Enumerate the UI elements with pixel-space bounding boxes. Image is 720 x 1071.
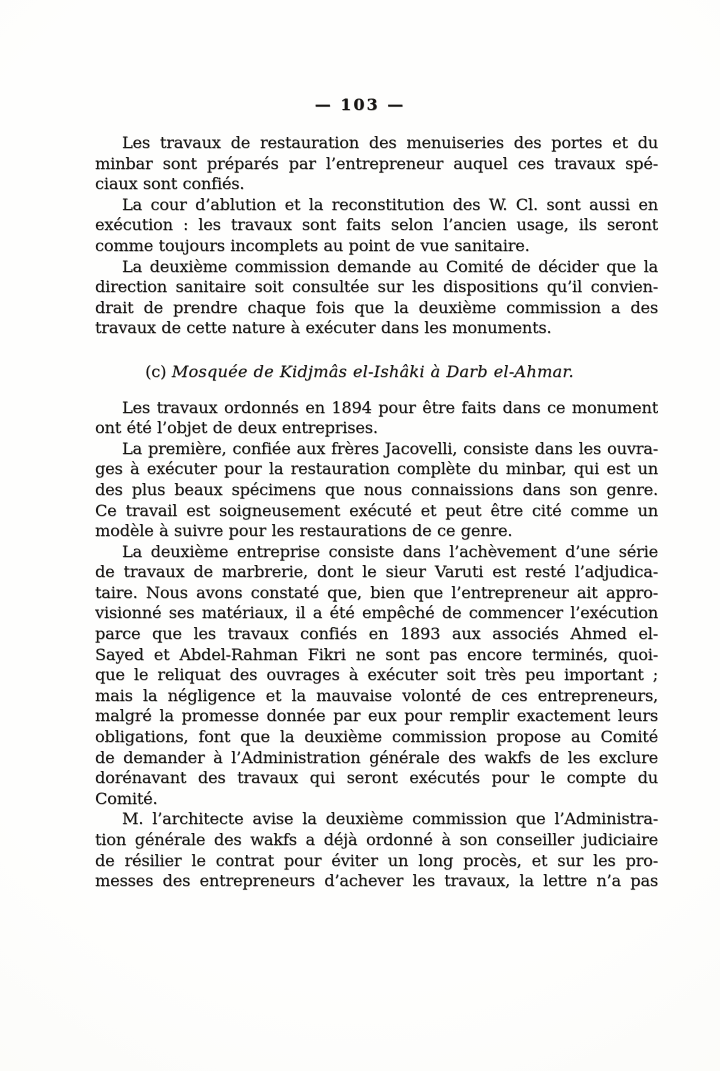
text-line: Les travaux ordonnés en 1894 pour être faits dans ce monument: [122, 397, 658, 417]
text-line: Les travaux de restauration des menuiseries des portes et du: [122, 133, 658, 152]
text-line: M. l’architecte avise la deuxième commission que l’Administra-: [122, 809, 658, 829]
text-line: ciaux sont confiés.: [95, 174, 245, 194]
text-line: drait de prendre chaque fois que la deuxième commission a des: [95, 297, 658, 317]
text-line: dorénavant des travaux qui seront exécutés pour le compte du: [95, 768, 658, 788]
heading-prefix: (c): [145, 361, 167, 381]
text-line: de demander à l’Administration générale des wakfs de les exclure: [95, 747, 658, 767]
page-number-header: — 103 —: [314, 95, 406, 114]
text-line: parce que les travaux confiés en 1893 aux associés Ahmed el-: [95, 624, 658, 644]
text-line: minbar sont préparés par l’entrepreneur auquel ces travaux spé-: [95, 153, 658, 173]
paragraph: [95, 257, 658, 339]
text-line: de travaux de marbrerie, dont le sieur Varuti est resté l’adjudica-: [95, 562, 658, 582]
text-line: messes des entrepreneurs d’achever les travaux, la lettre n’a pas: [95, 871, 658, 891]
text-line: mais la négligence et la mauvaise volonté de ces entrepreneurs,: [95, 685, 658, 705]
text-line: ont été l’objet de deux entreprises.: [95, 418, 378, 438]
text-line: des plus beaux spécimens que nous connaissions dans son genre.: [95, 479, 658, 499]
paragraph: [95, 809, 658, 891]
text-line: modèle à suivre pour les restaurations de ce genre.: [95, 521, 513, 541]
paragraph: [95, 398, 658, 439]
text-line: Comité.: [95, 788, 158, 808]
text-line: comme toujours incomplets au point de vue sanitaire.: [95, 235, 530, 255]
text-block: [95, 133, 658, 892]
paragraph: [95, 195, 658, 257]
text-line: La deuxième commission demande au Comité de décider que la: [122, 256, 658, 276]
heading-title: Mosquée de Kidjmâs el-Ishâki à Darb el-Ahmar.: [171, 361, 574, 381]
text-line: La cour d’ablution et la reconstitution des W. Cl. sont aussi en: [122, 194, 658, 214]
paragraph: [95, 542, 658, 810]
text-line: exécution : les travaux sont faits selon l’ancien usage, ils seront: [95, 215, 658, 235]
text-line: La deuxième entreprise consiste dans l’achèvement d’une série: [122, 541, 658, 561]
text-line: Ce travail est soigneusement exécuté et peut être cité comme un: [95, 500, 658, 520]
text-line: ges à exécuter pour la restauration complète du minbar, qui est un: [95, 459, 658, 479]
text-line: visionné ses matériaux, il a été empêché de commencer l’exécution: [95, 603, 658, 623]
text-line: taire. Nous avons constaté que, bien que l’entrepreneur ait appro-: [95, 582, 658, 602]
paragraph: [95, 439, 658, 542]
section-heading: [78, 362, 641, 383]
paragraph: [95, 133, 658, 195]
text-line: tion générale des wakfs a déjà ordonné à son conseiller judiciaire: [95, 830, 658, 849]
text-line: que le reliquat des ouvrages à exécuter soit très peu important ;: [95, 665, 658, 685]
text-line: Sayed et Abdel-Rahman Fikri ne sont pas encore terminés, quoi-: [95, 644, 658, 664]
text-line: de résilier le contrat pour éviter un long procès, et sur les pro-: [95, 850, 658, 870]
text-line: travaux de cette nature à exécuter dans les monuments.: [95, 318, 552, 338]
text-line: La première, confiée aux frères Jacovelli, consiste dans les ouvra-: [122, 438, 658, 458]
text-line: malgré la promesse donnée par eux pour remplir exactement leurs: [95, 706, 658, 726]
text-line: obligations, font que la deuxième commission propose au Comité: [95, 727, 658, 747]
text-line: direction sanitaire soit consultée sur les dispositions qu’il convien-: [95, 277, 658, 297]
